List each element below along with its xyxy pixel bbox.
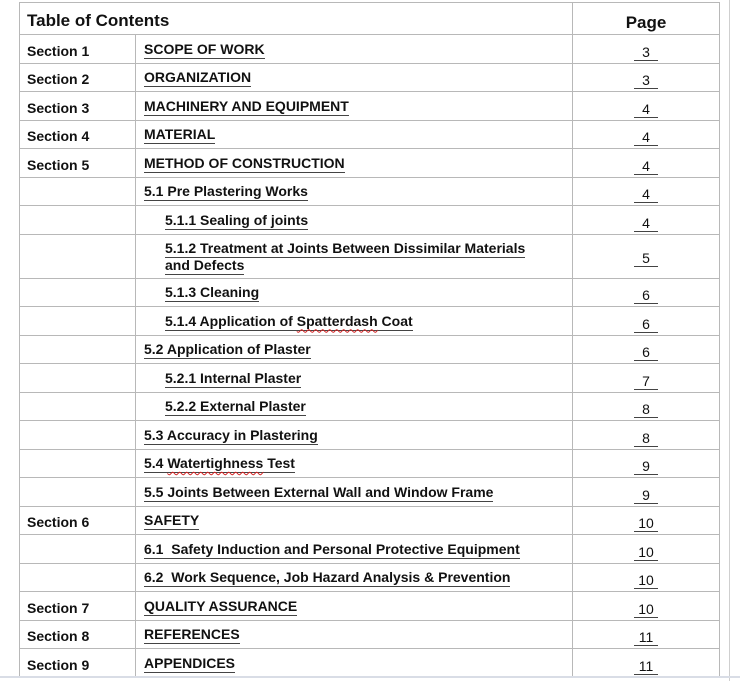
section-label (20, 535, 136, 564)
toc-entry: 6.1 Safety Induction and Personal Protective Equipment (144, 540, 520, 557)
toc-entry: 5.2.1 Internal Plaster (165, 369, 302, 386)
section-label (20, 392, 136, 421)
section-label: Section 1 (20, 35, 136, 64)
table-row (20, 120, 720, 149)
page-number: 7 (634, 373, 658, 390)
page-number: 4 (634, 215, 658, 232)
page-number: 6 (634, 344, 658, 361)
toc-title: Table of Contents (20, 3, 573, 35)
toc-entry (144, 455, 295, 473)
section-label: Section 2 (20, 63, 136, 92)
page-bottom-edge (0, 676, 740, 678)
table-row (20, 620, 720, 649)
toc-entry: METHOD OF CONSTRUCTION (144, 154, 345, 171)
page-number: 9 (634, 487, 658, 504)
table-row (20, 278, 720, 307)
toc-entry: APPENDICES (144, 654, 236, 671)
table-row (20, 206, 720, 235)
page-number: 8 (634, 430, 658, 447)
table-row (20, 335, 720, 364)
page-number: 4 (634, 101, 658, 118)
toc-entry: ORGANIZATION (144, 69, 252, 85)
page-number: 10 (634, 601, 658, 618)
page-number: 10 (634, 572, 658, 589)
toc-entry: 6.2 Work Sequence, Job Hazard Analysis & Prevention (144, 569, 511, 585)
table-row (20, 307, 720, 336)
page-number: 4 (634, 129, 658, 146)
table-row (20, 649, 720, 678)
table-row (20, 592, 720, 621)
toc-entry (165, 313, 413, 331)
section-label (20, 364, 136, 393)
toc-entry-suffix: Coat (377, 312, 413, 329)
section-label (20, 307, 136, 336)
page-number: 6 (634, 287, 658, 304)
table-row (20, 234, 720, 278)
table-row (20, 563, 720, 592)
section-label (20, 278, 136, 307)
page-number: 8 (634, 401, 658, 418)
table-row (20, 392, 720, 421)
page-number: 10 (634, 515, 658, 532)
section-label (20, 563, 136, 592)
section-label: Section 4 (20, 120, 136, 149)
toc-entry: 5.1.1 Sealing of joints (165, 211, 309, 228)
page-number: 9 (634, 458, 658, 475)
page-number: 4 (634, 158, 658, 175)
page-number: 3 (634, 72, 658, 89)
table-row (20, 63, 720, 92)
section-label: Section 8 (20, 620, 136, 649)
table-row (20, 421, 720, 450)
page-column-header: Page (573, 3, 720, 35)
misspelled-word: Spatterdash (296, 312, 378, 329)
section-label (20, 449, 136, 478)
page-number: 10 (634, 544, 658, 561)
toc-entry: SAFETY (144, 512, 200, 528)
page-number: 3 (634, 44, 658, 61)
table-of-contents (19, 2, 720, 678)
table-row (20, 449, 720, 478)
table-row (20, 506, 720, 535)
toc-entry: 5.1.2 Treatment at Joints Between Dissimilar Materials and Defects (165, 239, 526, 273)
table-row (20, 149, 720, 178)
toc-entry-prefix: 5.4 (144, 455, 168, 471)
page-number: 11 (634, 658, 658, 675)
toc-entry: 5.1 Pre Plastering Works (144, 183, 308, 199)
section-label (20, 234, 136, 278)
toc-entry-prefix: 5.1.4 Application of (165, 312, 297, 329)
page-edge-line (729, 0, 730, 681)
toc-entry: 5.5 Joints Between External Wall and Window Frame (144, 483, 494, 500)
section-label: Section 6 (20, 506, 136, 535)
page-number: 6 (634, 316, 658, 333)
page-number: 4 (634, 186, 658, 203)
section-label: Section 3 (20, 92, 136, 121)
section-label (20, 206, 136, 235)
table-row (20, 177, 720, 206)
section-label (20, 478, 136, 507)
table-row (20, 478, 720, 507)
toc-entry: MATERIAL (144, 126, 216, 142)
toc-entry: REFERENCES (144, 626, 240, 642)
page-number: 11 (634, 629, 658, 646)
table-row (20, 35, 720, 64)
section-label: Section 9 (20, 649, 136, 678)
table-row (20, 364, 720, 393)
toc-entry: 5.2 Application of Plaster (144, 341, 311, 357)
section-label (20, 335, 136, 364)
toc-header-row (20, 3, 720, 35)
section-label: Section 7 (20, 592, 136, 621)
toc-entry: 5.2.2 External Plaster (165, 398, 306, 414)
toc-entry: MACHINERY AND EQUIPMENT (144, 97, 349, 114)
toc-entry: SCOPE OF WORK (144, 40, 265, 57)
toc-entry-suffix: Test (263, 455, 295, 471)
table-row (20, 92, 720, 121)
toc-entry: 5.1.3 Cleaning (165, 284, 260, 300)
section-label (20, 421, 136, 450)
misspelled-word: Watertighness (167, 455, 264, 471)
table-row (20, 535, 720, 564)
section-label (20, 177, 136, 206)
toc-entry: 5.3 Accuracy in Plastering (144, 426, 318, 443)
page-number: 5 (634, 250, 658, 267)
toc-entry: QUALITY ASSURANCE (144, 597, 298, 614)
section-label: Section 5 (20, 149, 136, 178)
